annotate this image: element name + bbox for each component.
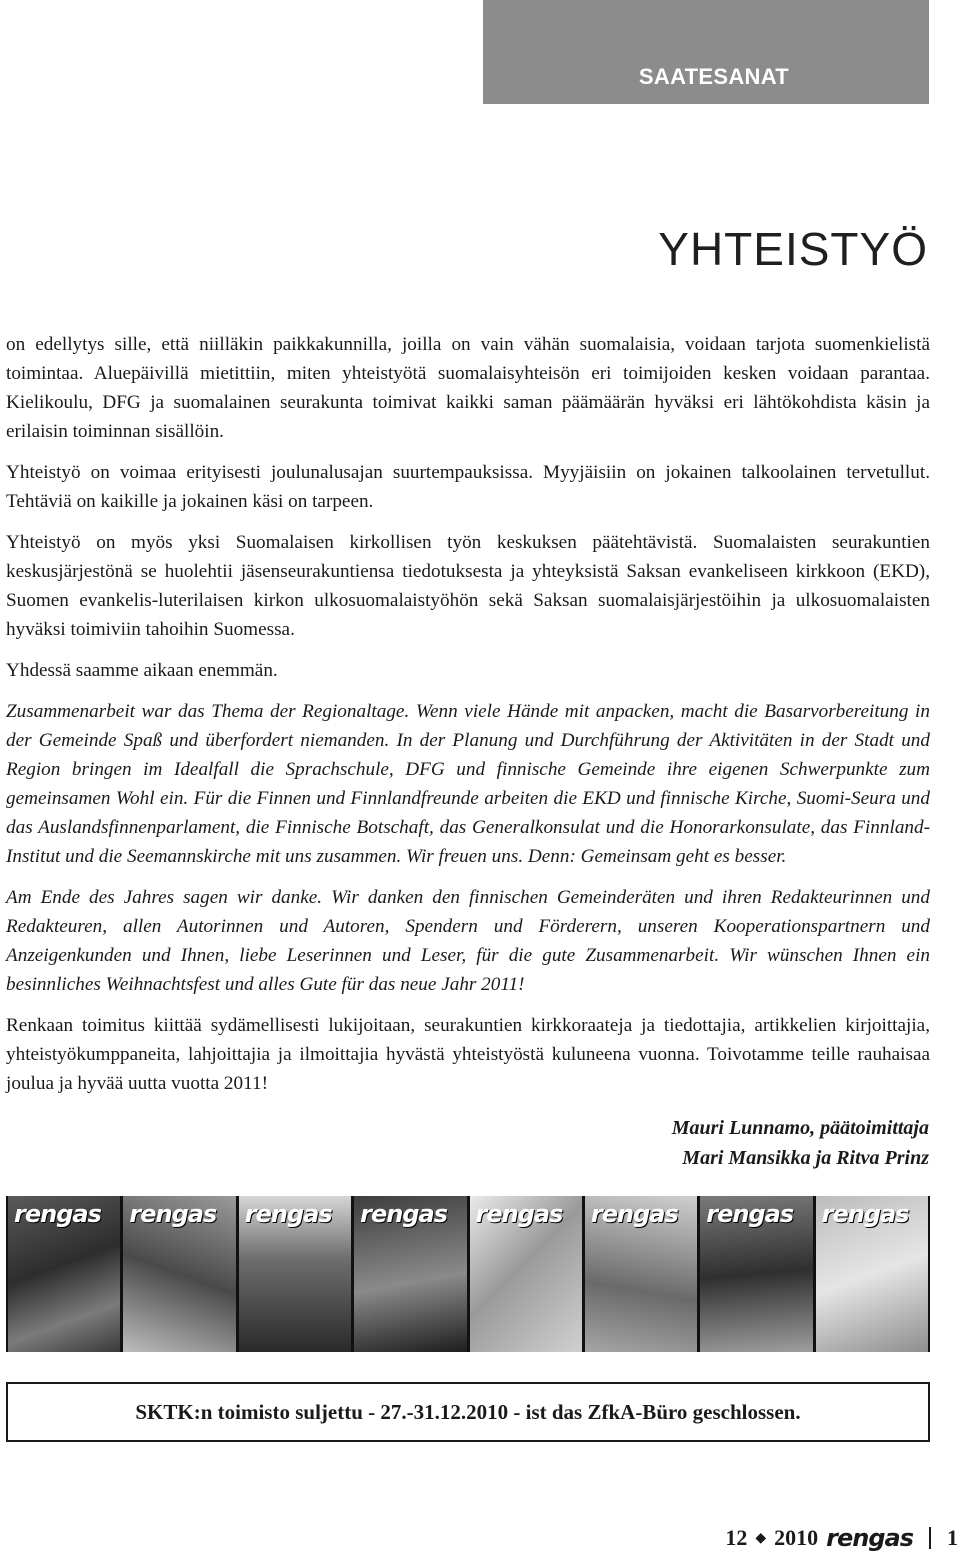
magazine-cover	[816, 1196, 928, 1352]
magazine-cover-strip	[6, 1196, 930, 1352]
rengas-logo: rengas	[826, 1524, 913, 1552]
cover-masthead: rengas	[14, 1200, 101, 1228]
cover-masthead: rengas	[244, 1200, 332, 1228]
magazine-cover	[354, 1196, 466, 1352]
cover-masthead: rengas	[821, 1200, 909, 1228]
section-header-box	[483, 0, 929, 104]
cover-masthead: rengas	[706, 1200, 794, 1228]
section-label: SAATESANAT	[638, 64, 789, 89]
magazine-cover	[585, 1196, 697, 1352]
cover-masthead: rengas	[475, 1200, 563, 1228]
bullet-icon: ◆	[755, 1530, 767, 1546]
cover-masthead: rengas	[129, 1200, 217, 1228]
cover-masthead: rengas	[360, 1200, 447, 1228]
magazine-cover	[123, 1196, 235, 1352]
paragraph-thanks: Renkaan toimitus kiittää sydämellisesti lukijoitaan, seurakuntien kirkkoraateja ja tiedottajia, artikkelien kirjoittajia, yhteistyökumppaneita, lahjoittajia ja ilmoittajia hyvästä yhteistyöstä kuluneena vuonna. Toivotamme teille rauhaisaa joulua ja hyvää uutta vuotta 2011!	[6, 1015, 930, 1094]
page-headline: YHTEISTYÖ	[658, 223, 928, 275]
paragraph-christmas: Yhteistyö on voimaa erityisesti joulunalusajan suurtempauksissa. Myyjäisiin on jokainen talkoolainen tervetullut. Tehtäviä on kaikille ja jokainen käsi on tarpeen.	[6, 462, 930, 512]
signature-coeditors: Mari Mansikka ja Ritva Prinz	[682, 1147, 929, 1169]
footer-divider	[929, 1527, 931, 1549]
paragraph-german-cooperation: Zusammenarbeit war das Thema der Regionaltage. Wenn viele Hände mit anpacken, macht die Basarvorbereitung in der Gemeinde Spaß und überfordert niemanden. In der Planung und Durchführung der Aktivitäten in der Stadt und Region bringen im Idealfall die Sprachschule, DFG und finnische Gemeinde ihre eigenen Schwerpunkte zum gemeinsamen Wohl ein. Für die Finnen und Finnlandfreunde arbeiten die EKD und finnische Kirche, Suomi-Seura und das Auslandsfinnenparlament, die Finnische Botschaft, das Generalkonsulat und die Honorarkonsulate, das Finnland-Institut und die Seemannskirche mit uns zusammen. Wir freuen uns. Denn: Gemeinsam geht es besser.	[6, 701, 930, 867]
article-body	[6, 330, 930, 1110]
page-number: 1	[947, 1525, 958, 1550]
signature	[672, 1113, 929, 1173]
magazine-cover	[239, 1196, 351, 1352]
paragraph-german-thanks: Am Ende des Jahres sagen wir danke. Wir danken den finnischen Gemeinderäten und ihren Redakteurinnen und Redakteuren, allen Autorinnen und Autoren, Spendern und Förderern, unseren Kooperationspartnern und Anzeigenkunden und Ihnen, liebe Leserinnen und Leser, für die gute Zusammenarbeit. Wir wünschen Ihnen ein besinnliches Weihnachtsfest und alles Gute für das neue Jahr 2011!	[6, 887, 930, 995]
magazine-cover	[8, 1196, 120, 1352]
issue-year: 2010	[774, 1525, 819, 1550]
cover-masthead: rengas	[590, 1200, 678, 1228]
issue-number: 12	[725, 1525, 748, 1550]
paragraph-sktk: Yhteistyö on myös yksi Suomalaisen kirkollisen työn keskuksen päätehtävistä. Suomalaisten seurakuntien keskusjärjestönä se huolehtii jäsenseurakuntiensa tiedotuksesta ja yhteyksistä Saksan evankeliseen kirkkoon (EKD), Suomen evankelis-luterilaisen kirkon ulkosuomalaistyöhön sekä Saksan suomalaisjärjestöihin ja ulkosuomalaisten hyväksi toimiviin tahoihin Suomessa.	[6, 532, 930, 640]
magazine-cover	[470, 1196, 582, 1352]
paragraph-intro: on edellytys sille, että niilläkin paikkakunnilla, joilla on vain vähän suomalaisia, voidaan tarjota suomenkielistä toimintaa. Aluepäivillä mietittiin, miten yhteistyötä suomalaisyhteisön eri toimijoiden kesken voidaan parantaa. Kielikoulu, DFG ja suomalainen seurakunta toimivat kaikki saman päämäärän hyväksi eri lähtökohdista käsin ja erilaisin toiminnan sisällöin.	[6, 334, 930, 442]
page-footer	[725, 1522, 958, 1554]
paragraph-together: Yhdessä saamme aikaan enemmän.	[6, 660, 278, 681]
office-closure-notice	[6, 1382, 930, 1442]
office-closure-text: SKTK:n toimisto suljettu - 27.-31.12.2010 - ist das ZfkA-Büro geschlossen.	[135, 1399, 801, 1424]
magazine-cover	[700, 1196, 812, 1352]
signature-editor: Mauri Lunnamo, päätoimittaja	[671, 1117, 929, 1139]
